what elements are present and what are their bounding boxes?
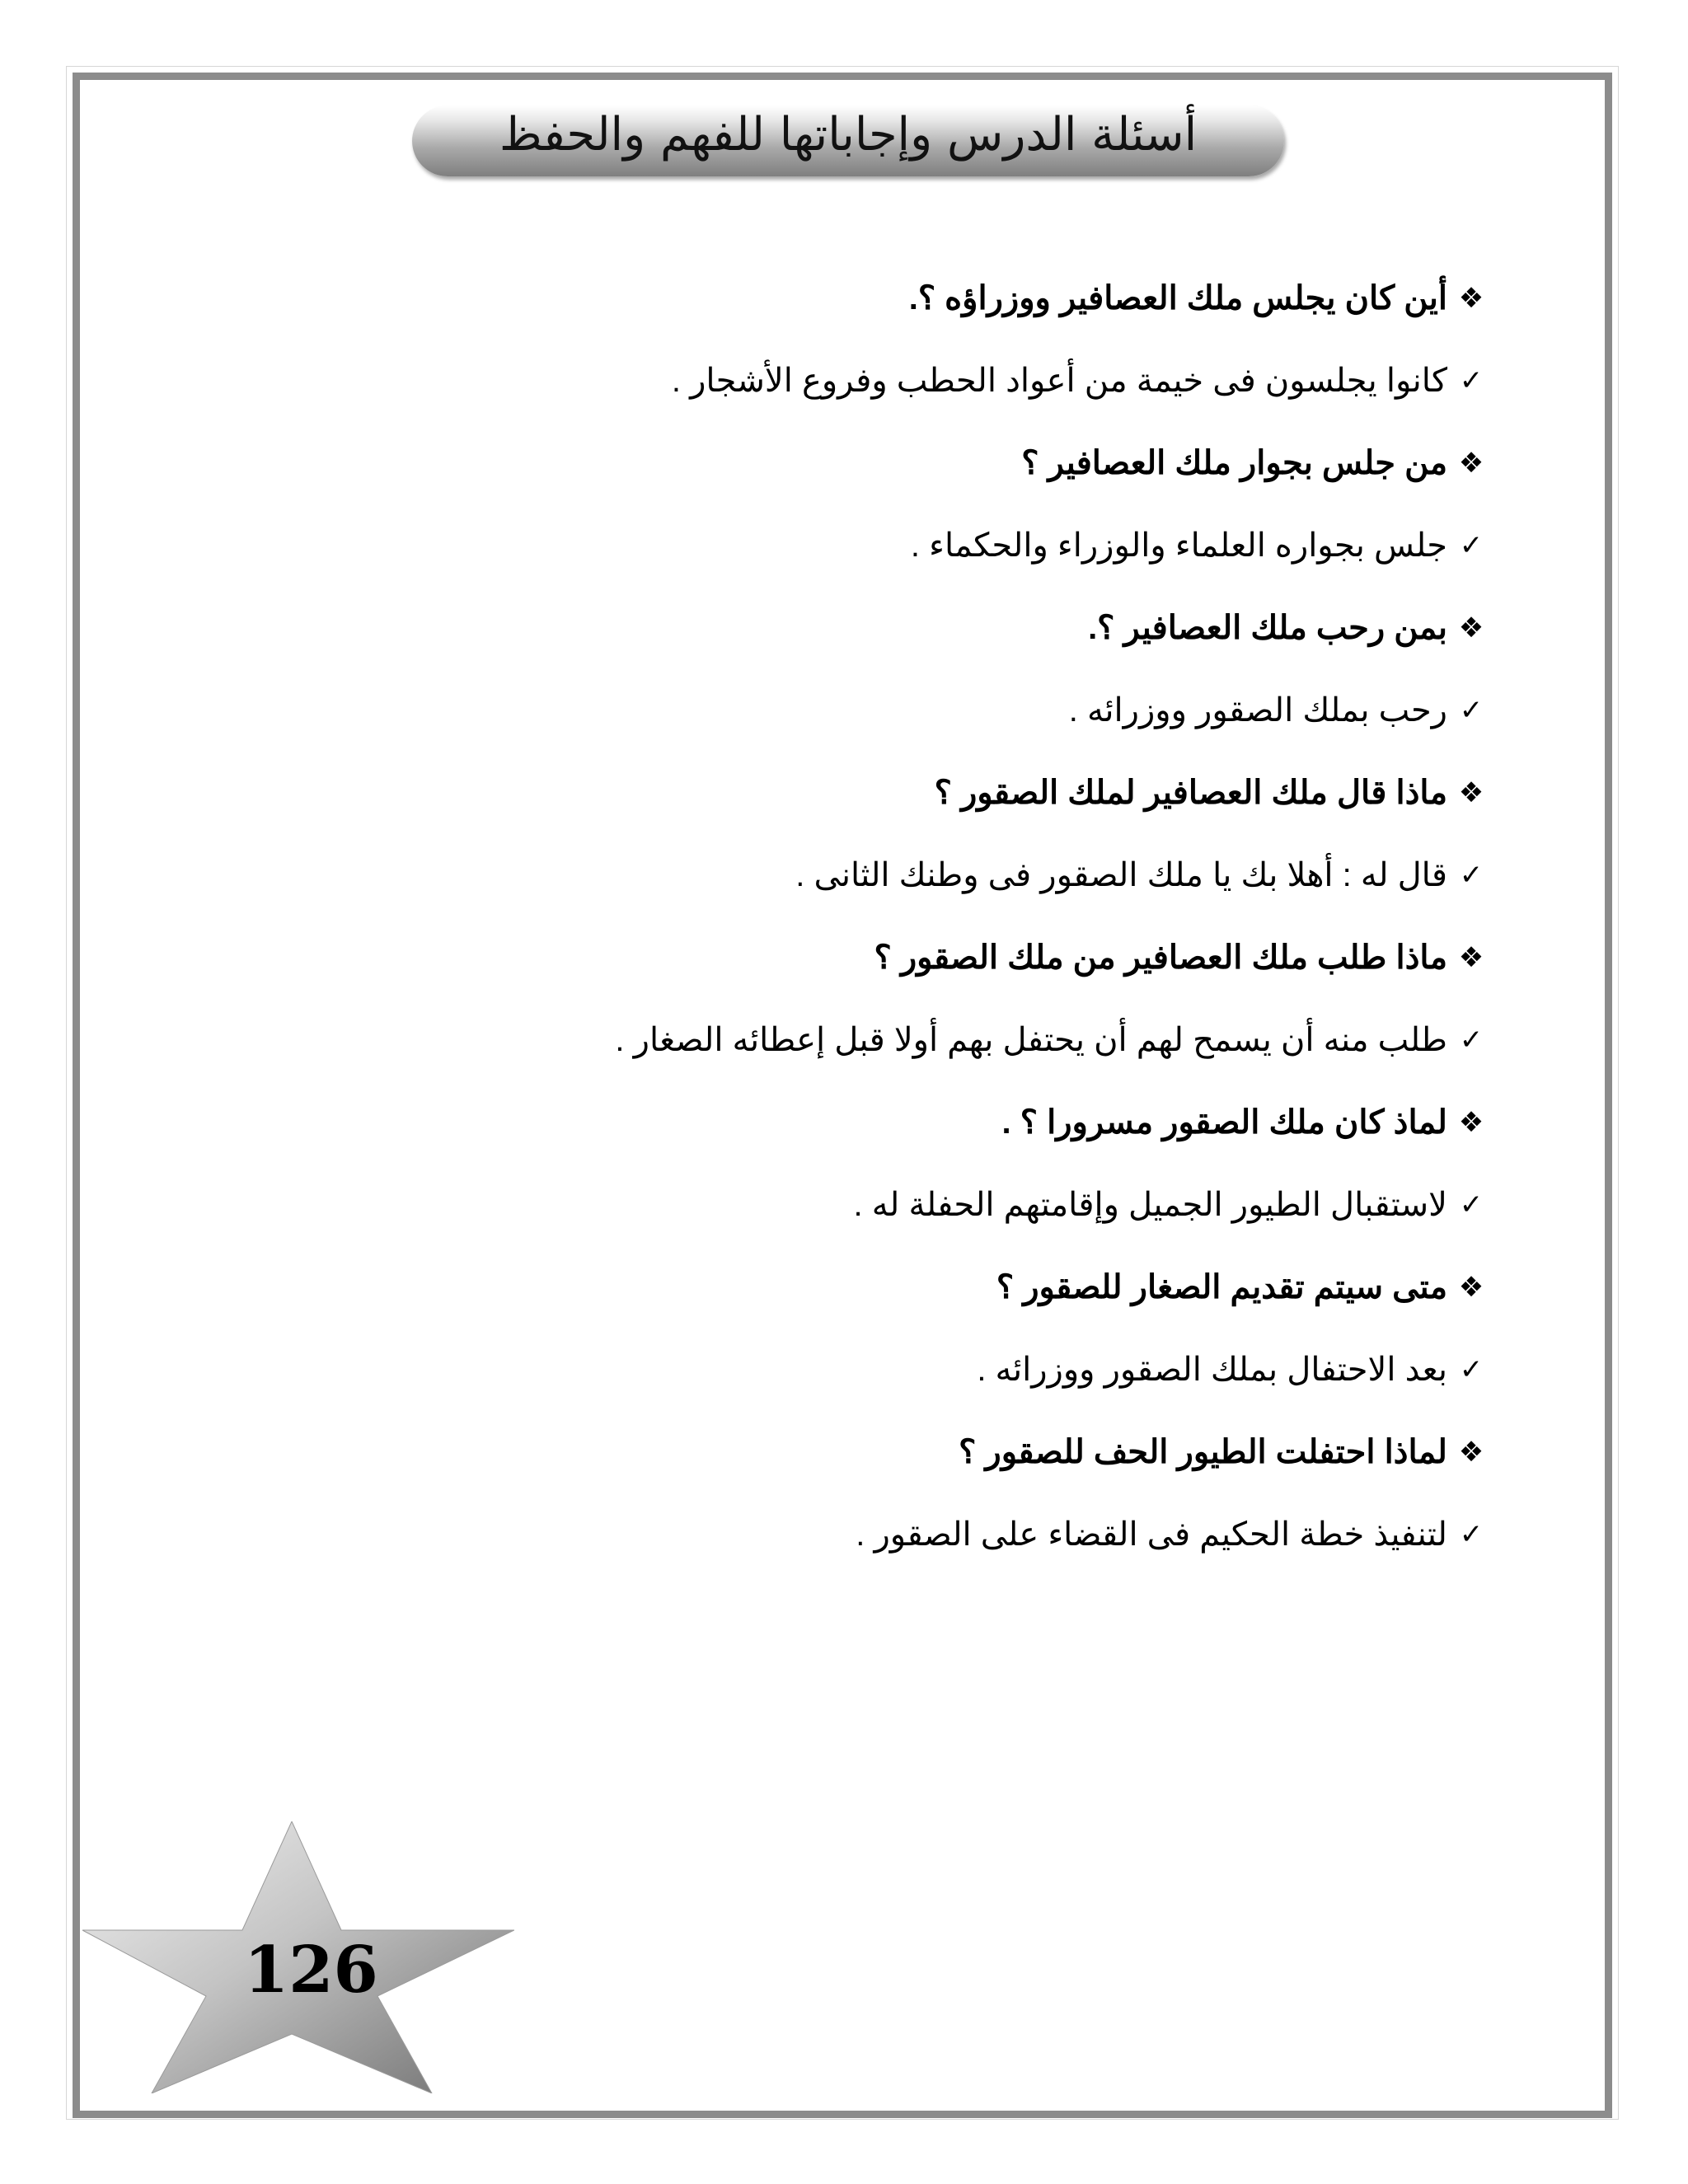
answer-row xyxy=(252,834,1489,916)
check-mark-icon: ✓ xyxy=(1459,1024,1484,1057)
question-text: بمن رحب ملك العصافير ؟. xyxy=(1088,610,1447,646)
diamond-bullet-icon: ❖ xyxy=(1458,1271,1484,1304)
question-row xyxy=(252,752,1489,834)
question-row xyxy=(252,422,1489,504)
diamond-bullet-icon: ❖ xyxy=(1458,447,1484,480)
answer-row xyxy=(252,999,1489,1081)
answer-row xyxy=(252,340,1489,422)
answer-text: طلب منه أن يسمح لهم أن يحتفل بهم أولا قبل إعطائه الصغار . xyxy=(615,1022,1447,1058)
question-row xyxy=(252,916,1489,999)
qa-list xyxy=(252,257,1489,1576)
check-mark-icon: ✓ xyxy=(1459,859,1484,892)
question-row xyxy=(252,257,1489,340)
answer-row xyxy=(252,1329,1489,1411)
page-title: أسئلة الدرس وإجاباتها للفهم والحفظ xyxy=(499,108,1198,162)
question-text: من جلس بجوار ملك العصافير ؟ xyxy=(1021,445,1447,481)
diamond-bullet-icon: ❖ xyxy=(1458,1436,1484,1469)
question-row xyxy=(252,1411,1489,1493)
answer-text: كانوا يجلسون فى خيمة من أعواد الحطب وفروع الأشجار . xyxy=(671,363,1447,399)
check-mark-icon: ✓ xyxy=(1459,1353,1484,1386)
answer-text: لاستقبال الطيور الجميل وإقامتهم الحفلة له . xyxy=(853,1187,1447,1223)
check-mark-icon: ✓ xyxy=(1459,364,1484,397)
page-number: 126 xyxy=(244,1933,378,2008)
check-mark-icon: ✓ xyxy=(1459,1518,1484,1551)
diamond-bullet-icon: ❖ xyxy=(1458,282,1484,315)
diamond-bullet-icon: ❖ xyxy=(1458,612,1484,644)
answer-text: بعد الاحتفال بملك الصقور ووزرائه . xyxy=(977,1352,1447,1388)
diamond-bullet-icon: ❖ xyxy=(1458,776,1484,809)
question-text: لماذا احتفلت الطيور الحف للصقور ؟ xyxy=(959,1434,1447,1470)
check-mark-icon: ✓ xyxy=(1459,1188,1484,1221)
question-row xyxy=(252,1246,1489,1329)
answer-row xyxy=(252,504,1489,587)
question-row xyxy=(252,1081,1489,1164)
diamond-bullet-icon: ❖ xyxy=(1458,941,1484,974)
answer-row xyxy=(252,1164,1489,1246)
question-row xyxy=(252,587,1489,669)
diamond-bullet-icon: ❖ xyxy=(1458,1106,1484,1139)
check-mark-icon: ✓ xyxy=(1459,694,1484,727)
title-banner xyxy=(412,105,1284,176)
question-text: متى سيتم تقديم الصغار للصقور ؟ xyxy=(996,1269,1447,1305)
answer-row xyxy=(252,669,1489,752)
question-text: لماذ كان ملك الصقور مسرورا ؟ . xyxy=(1001,1104,1447,1141)
answer-text: قال له : أهلا بك يا ملك الصقور فى وطنك الثانى . xyxy=(795,857,1447,893)
question-text: ماذا طلب ملك العصافير من ملك الصقور ؟ xyxy=(874,940,1447,976)
answer-text: رحب بملك الصقور ووزرائه . xyxy=(1068,692,1447,729)
answer-text: لتنفيذ خطة الحكيم فى القضاء على الصقور . xyxy=(856,1516,1447,1553)
answer-row xyxy=(252,1493,1489,1576)
check-mark-icon: ✓ xyxy=(1459,529,1484,562)
question-text: ماذا قال ملك العصافير لملك الصقور ؟ xyxy=(934,775,1447,811)
answer-text: جلس بجواره العلماء والوزراء والحكماء . xyxy=(910,527,1447,564)
question-text: أين كان يجلس ملك العصافير ووزراؤه ؟. xyxy=(908,280,1447,316)
